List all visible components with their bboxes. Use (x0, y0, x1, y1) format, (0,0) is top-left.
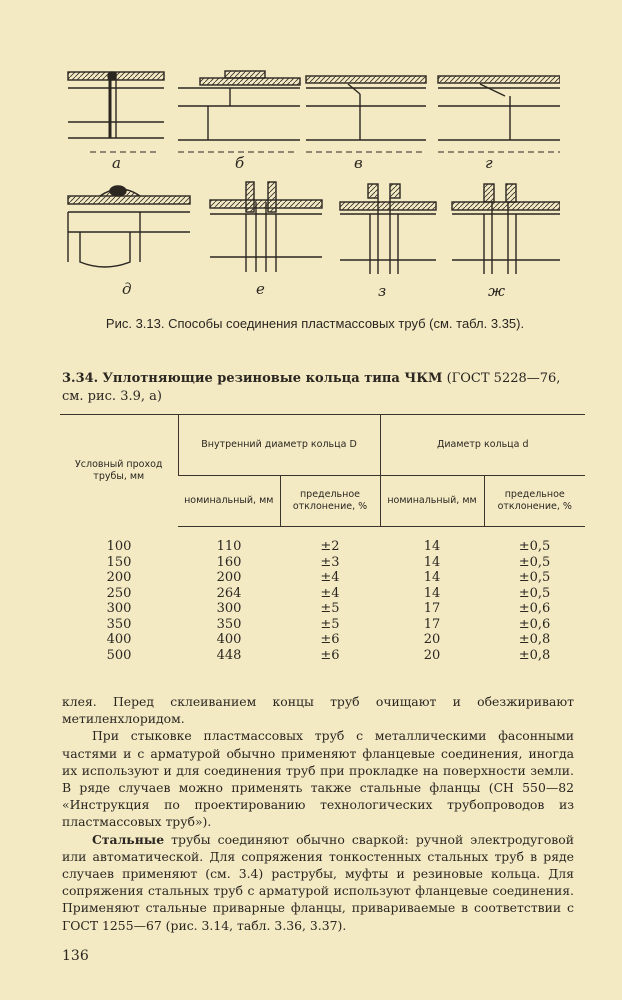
table-cell: ±0,5 (518, 570, 551, 585)
table-cell: 200 (216, 570, 242, 585)
paragraph-bold-lead: Стальные (92, 831, 165, 847)
table-cell: ±4 (320, 570, 340, 585)
table-cell: ±6 (320, 632, 340, 647)
table-cell: 200 (106, 570, 132, 585)
table-cell: 160 (216, 554, 242, 570)
figure-caption: Рис. 3.13. Способы соединения пластмассовых труб (см. табл. 3.35). (105, 316, 525, 331)
figure-letter-zh: ж (488, 282, 506, 300)
header-ring-deviation: предельное отклонение, % (484, 476, 585, 527)
table-cell: 350 (216, 616, 242, 632)
table-cell: ±4 (320, 585, 340, 601)
table-cell: 17 (423, 616, 441, 632)
table-cell: 150 (106, 554, 132, 570)
page-number: 136 (62, 948, 89, 964)
table-cell: 400 (216, 632, 242, 647)
pipe-joints-figure (60, 62, 560, 302)
table-row (60, 617, 585, 633)
table-row (60, 586, 585, 602)
table-cell: ±0,8 (518, 647, 551, 663)
figure-letter-b: б (235, 154, 245, 172)
table-title (62, 370, 582, 406)
table-cell: 14 (423, 570, 441, 585)
table-cell: ±0,8 (518, 632, 551, 647)
header-pipe-diameter: Условный проход трубы, мм (60, 415, 178, 527)
paragraph-rest: трубы соединяют обычно сваркой: ручной электродуговой или автоматической. Для сопряжения тонкостенных стальных труб в ряде случаев применяют (см. 3.4) раструбы, муфты и резиновые кольца. Для сопряжения стальных труб с арматурой используют фланцевые соединения. Применяют стальные приварные фланцы, привариваемые в соответствии с ГОСТ 1255—67 (рис. 3.14, табл. 3.36, 3.37). (62, 831, 574, 933)
table-cell: 100 (106, 538, 132, 554)
table-cell: ±0,5 (518, 539, 551, 554)
figure-letter-v: в (354, 154, 363, 172)
table-row (60, 555, 585, 571)
header-inner-diameter: Внутренний диаметр кольца D (178, 415, 380, 476)
header-inner-nominal: номинальный, мм (178, 476, 280, 527)
rings-table (60, 414, 585, 663)
table-cell: ±0,6 (518, 601, 551, 616)
figure-letter-g: г (485, 154, 493, 172)
body-text (62, 693, 574, 934)
table-cell: 14 (423, 539, 441, 554)
table-cell: 110 (216, 539, 242, 554)
table-cell: 17 (423, 601, 441, 616)
table-cell: ±5 (320, 616, 340, 632)
table-cell: 300 (216, 601, 242, 616)
table-cell: 400 (106, 632, 132, 647)
table-cell: 250 (106, 585, 132, 601)
table-cell: 14 (423, 585, 441, 601)
table-row (60, 632, 585, 648)
table-row (60, 570, 585, 586)
table-cell: ±2 (320, 539, 340, 554)
table-title-rest: (ГОСТ 5228—76, см. рис. 3.9, а) (62, 371, 561, 404)
table-cell: 448 (216, 647, 242, 663)
table-cell: ±6 (320, 647, 340, 663)
figure-letter-z: з (378, 282, 387, 300)
figure-letter-d: д (122, 280, 132, 298)
table-row (60, 601, 585, 617)
table-cell: 500 (106, 647, 132, 663)
table-row (60, 648, 585, 664)
table-cell: ±5 (320, 601, 340, 616)
header-ring-diameter: Диаметр кольца d (380, 415, 585, 476)
table-cell: ±3 (320, 554, 340, 570)
table-cell: ±0,5 (518, 554, 551, 570)
table-cell: 14 (423, 554, 441, 570)
table-cell: ±0,6 (518, 616, 551, 632)
table-row (60, 527, 585, 555)
paragraph (62, 831, 574, 934)
table-cell: 350 (106, 616, 132, 632)
table-cell: 300 (106, 601, 132, 616)
table-title-bold: Уплотняющие резиновые кольца типа ЧКМ (102, 371, 443, 386)
paragraph: клея. Перед склеиванием концы труб очищают и обезжиривают метиленхлоридом. (62, 694, 574, 727)
pipe-joints-drawing (60, 62, 560, 302)
paragraph: При стыковке пластмассовых труб с металлическими фасонными частями и с арматурой обычно применяют фланцевые соединения, иногда их используют и для соединения труб при прокладке на поверхности земли. В ряде случаев можно применять также стальные фланцы (СН 550—82 «Инструкция по проектированию технологических трубопроводов из пластмассовых труб»). (62, 728, 574, 830)
table-cell: 20 (423, 647, 441, 663)
table-cell: ±0,5 (518, 585, 551, 601)
table-number: 3.34. (62, 371, 99, 386)
table-cell: 264 (216, 585, 242, 601)
header-inner-deviation: предельное отклонение, % (280, 476, 380, 527)
header-ring-nominal: номинальный, мм (380, 476, 484, 527)
figure-letter-a: а (112, 154, 121, 172)
table-cell: 20 (423, 632, 441, 647)
figure-letter-e: е (256, 280, 265, 298)
